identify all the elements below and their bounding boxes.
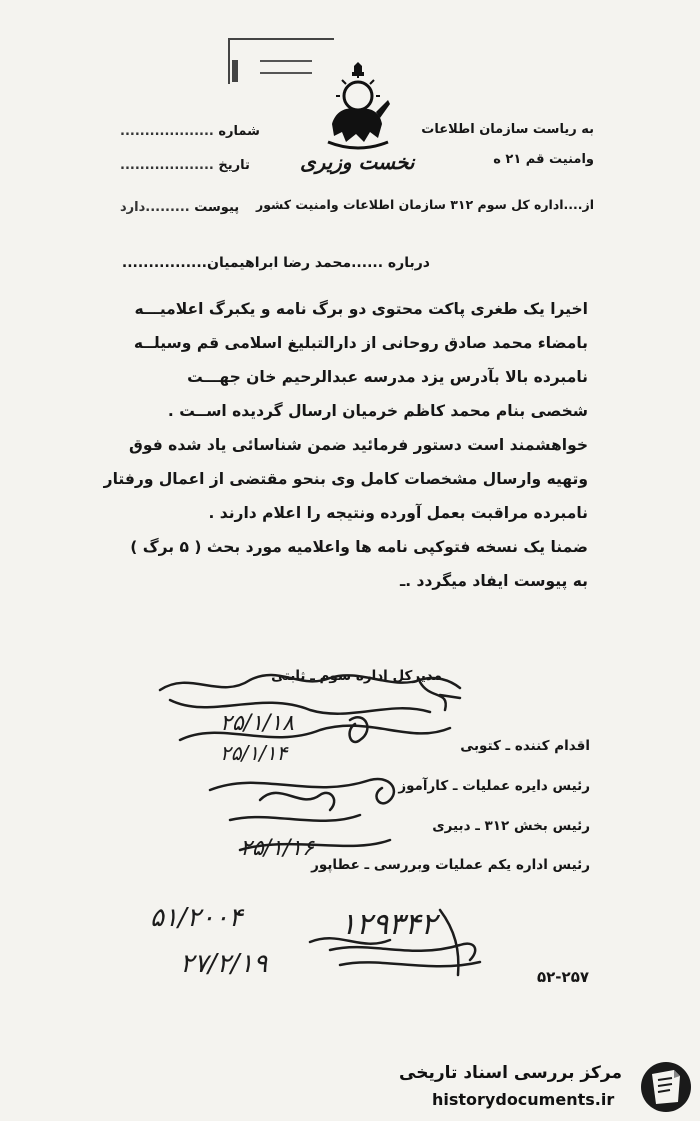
attachment-label: پیوست [194, 200, 240, 215]
document-code: ۵۲-۲۵۷ [537, 968, 590, 986]
action-officer-line: اقدام کننده ـ کتوبی [460, 738, 590, 754]
date-label: تاریخ [218, 158, 250, 173]
director-signature-line: مدیرکل اداره سوم ـ ثابتی [271, 668, 442, 684]
recipient-line-1: به ریاست سازمان اطلاعات [421, 122, 594, 137]
ministry-title: نخست وزیری [300, 150, 415, 174]
date-field [120, 158, 250, 173]
attachment-field [120, 200, 239, 215]
top-stamp-mark [232, 60, 238, 82]
handwritten-date-bottom: ۲۷/۲/۱۹ [180, 949, 268, 979]
watermark-title: مرکز بررسی اسناد تاریخی [399, 1063, 622, 1083]
handwritten-number-left: ۵۱/۲۰۰۴ [150, 903, 243, 933]
attachment-dots: .........دارد [120, 200, 190, 215]
letter-body [103, 292, 588, 598]
subject-line [122, 255, 430, 271]
handwritten-date-2: ۲۵/۱/۱۴ [220, 741, 288, 765]
body-line: خواهشمند است دستور فرمائید ضمن شناسائی یاد شده فوق [129, 436, 588, 454]
section-head-line: رئیس بخش ۳۱۲ ـ دبیری [432, 818, 590, 834]
body-line: نامبرده مراقبت بعمل آورده ونتیجه را اعلام دارند . [208, 504, 588, 522]
office-head-line: رئیس اداره یکم عملیات وبررسی ـ عطاپور [311, 857, 590, 873]
subject-label: درباره [387, 255, 430, 271]
watermark-url: historydocuments.ir [432, 1090, 615, 1109]
handwritten-date-3: ۲۵/۱/۱۶ [240, 836, 314, 861]
from-line: از....اداره کل سوم ۳۱۲ سازمان اطلاعات وامنیت کشور [256, 197, 594, 212]
body-line: اخیرا یک طغری پاکت محتوی دو برگ نامه و یکبرگ اعلامیـــه [134, 300, 588, 318]
body-line: وتهیه وارسال مشخصات کامل وی بنحو مقتضی از اعمال ورفتار [103, 470, 588, 488]
recipient-line-2: وامنیت قم ۲۱ ه [493, 152, 594, 167]
handwritten-number-right: ۱۲۹۳۴۲ [340, 907, 437, 942]
ops-head-line: رئیس دایره عملیات ـ کارآموز [398, 778, 590, 794]
handwritten-date-1: ۲۵/۱/۱۸ [220, 711, 294, 736]
body-line: بامضاء محمد صادق روحانی از دارالتبلیغ اسلامی قم وسیلــه [133, 334, 588, 352]
body-line: به پیوست ایفاد میگردد .ـ [399, 572, 588, 590]
body-line: ضمنا یک نسخه فتوکپی نامه ها واعلامیه مورد بحث ( ۵ برگ ) [130, 538, 588, 556]
lion-sun-emblem-icon [318, 62, 398, 152]
body-line: نامبرده بالا بآدرس یزد مدرسه عبدالرحیم خان جهـــت [187, 368, 588, 386]
number-field [120, 124, 260, 139]
number-dots: ................... [120, 124, 214, 139]
watermark [399, 1058, 700, 1118]
archive-logo-icon [638, 1060, 694, 1114]
handwritten-registry [140, 890, 500, 990]
date-dots: ................... [120, 158, 214, 173]
body-line: شخصی بنام محمد کاظم خرمیان ارسال گردیده اســت . [167, 402, 588, 420]
handwritten-signatures [150, 660, 490, 880]
number-label: شماره [218, 124, 260, 139]
subject-value: ......محمد رضا ابراهیمیان................ [121, 255, 384, 271]
